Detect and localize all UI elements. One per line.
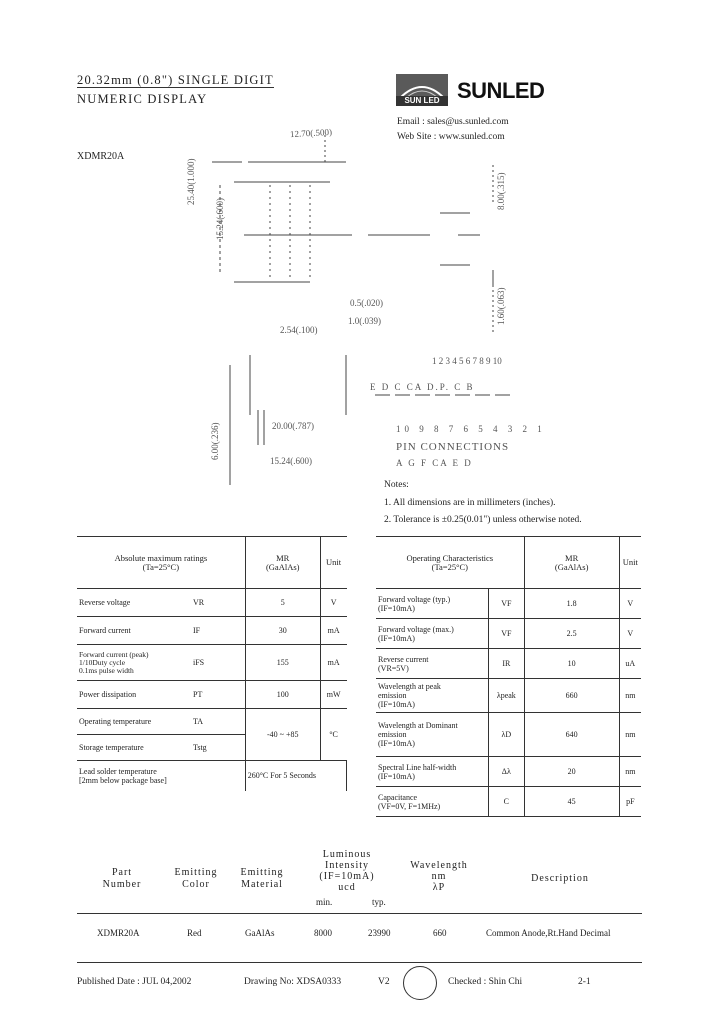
sel-color: Red — [187, 928, 202, 938]
selection-row — [0, 928, 720, 940]
sel-description: Common Anode,Rt.Hand Decimal — [486, 928, 611, 938]
notes-heading: Notes: — [384, 480, 409, 490]
pin-top-label: E D C CA D.P. C B — [370, 382, 475, 392]
dim-side-width: 8.00(.315) — [496, 172, 506, 210]
page-number: 2-1 — [578, 977, 591, 987]
table-row: Lead solder temperature [2mm below package base] 260°C For 5 Seconds — [77, 761, 347, 791]
table-row: Forward voltage (max.) (IF=10mA) VF 2.5 V — [376, 619, 641, 649]
pin-numbers: 10 9 8 7 6 5 4 3 2 1 — [396, 424, 546, 434]
logo-badge-text: SUN LED — [404, 96, 440, 105]
sel-header-description: Description — [531, 873, 589, 884]
published-date: Published Date : JUL 04,2002 — [77, 977, 192, 987]
approval-stamp-icon — [403, 966, 437, 1000]
table-row: Reverse current (VR=5V) IR 10 uA — [376, 649, 641, 679]
abs-max-header: Absolute maximum ratings (Ta=25°C) — [77, 537, 245, 589]
table-row: Forward current IF 30 mA — [77, 617, 347, 645]
drawing-number: Drawing No: XDSA0333 — [244, 977, 342, 987]
table-row: Forward voltage (typ.) (IF=10mA) VF 1.8 V — [376, 589, 641, 619]
sel-divider — [77, 913, 642, 914]
table-row: Reverse voltage VR 5 V — [77, 589, 347, 617]
sel-header-wavelength: Wavelength nm λP — [410, 860, 468, 893]
table-row: Power dissipation PT 100 mW — [77, 681, 347, 709]
abs-max-table — [77, 536, 347, 791]
dim-pin-total: 1.0(.039) — [348, 316, 381, 326]
sel-header-material: Emitting Material — [240, 867, 284, 890]
sel-typ: 23990 — [368, 928, 391, 938]
note-1: 1. All dimensions are in millimeters (inches). — [384, 498, 556, 508]
dim-height: 25.40(1.000) — [186, 158, 196, 205]
pin-connections-title: PIN CONNECTIONS — [396, 441, 510, 453]
abs-max-header-mr: MR (GaAlAs) — [245, 537, 320, 589]
title-line-1: 20.32mm (0.8") SINGLE DIGIT — [77, 73, 274, 87]
operating-characteristics-table — [376, 536, 641, 817]
sel-header-typ: typ. — [372, 897, 386, 907]
op-header: Operating Characteristics (Ta=25°C) — [376, 537, 524, 589]
sel-header-part: Part Number — [102, 867, 142, 890]
dim-width: 20.00(.787) — [272, 421, 314, 431]
title-line-2: NUMERIC DISPLAY — [77, 92, 208, 106]
table-row: Forward current (peak) 1/10Duty cycle 0.1ms pulse width iFS 155 mA — [77, 645, 347, 681]
pin-connections-sub: A G F CA E D — [396, 458, 473, 468]
website-text: Web Site : www.sunled.com — [397, 132, 505, 142]
sel-header-color: Emitting Color — [174, 867, 218, 890]
sel-min: 8000 — [314, 928, 332, 938]
sel-header-luminous: Luminous Intensity (IF=10mA) ucd — [319, 849, 375, 893]
dim-top: 12.70(.500) — [289, 126, 333, 140]
email-text: Email : sales@us.sunled.com — [397, 117, 509, 127]
table-row: Storage temperature Tstg — [77, 735, 347, 761]
sunled-logo-icon — [396, 74, 448, 106]
dim-pin-dia: 0.5(.020) — [350, 298, 383, 308]
sel-material: GaAlAs — [245, 928, 275, 938]
dim-pin-pitch: 2.54(.100) — [280, 325, 318, 335]
checked-by: Checked : Shin Chi — [448, 977, 523, 987]
footer-divider — [77, 962, 642, 963]
table-row: Wavelength at Dominant emission (IF=10mA) λD 640 nm — [376, 713, 641, 757]
table-row: Capacitance (VF=0V, F=1MHz) C 45 pF — [376, 787, 641, 817]
dim-segment: 15.24(.600) — [215, 198, 225, 240]
op-header-unit: Unit — [622, 557, 638, 567]
version: V2 — [378, 977, 390, 987]
dim-row-pitch: 15.24(.600) — [270, 456, 312, 466]
table-row: Spectral Line half-width (IF=10mA) Δλ 20 nm — [376, 757, 641, 787]
brand-name: SUNLED — [457, 78, 545, 103]
sel-header-min: min. — [316, 897, 333, 907]
pin-bottom-label: 1 2 3 4 5 6 7 8 9 10 — [432, 356, 502, 366]
sel-wavelength: 660 — [433, 928, 447, 938]
sel-part: XDMR20A — [97, 928, 140, 938]
table-row: Operating temperature TA -40 ~ +85 °C — [77, 709, 347, 735]
table-row: Wavelength at peak emission (IF=10mA) λpeak 660 nm — [376, 679, 641, 713]
abs-max-header-unit: Unit — [326, 557, 342, 567]
op-header-mr: MR (GaAlAs) — [524, 537, 619, 589]
package-drawing — [200, 125, 530, 495]
note-2: 2. Tolerance is ±0.25(0.01") unless otherwise noted. — [384, 515, 582, 525]
part-number-label: XDMR20A — [77, 151, 125, 162]
dim-pin-length: 6.00(.236) — [210, 422, 220, 460]
dim-side-bottom: 1.60(.063) — [496, 287, 506, 325]
